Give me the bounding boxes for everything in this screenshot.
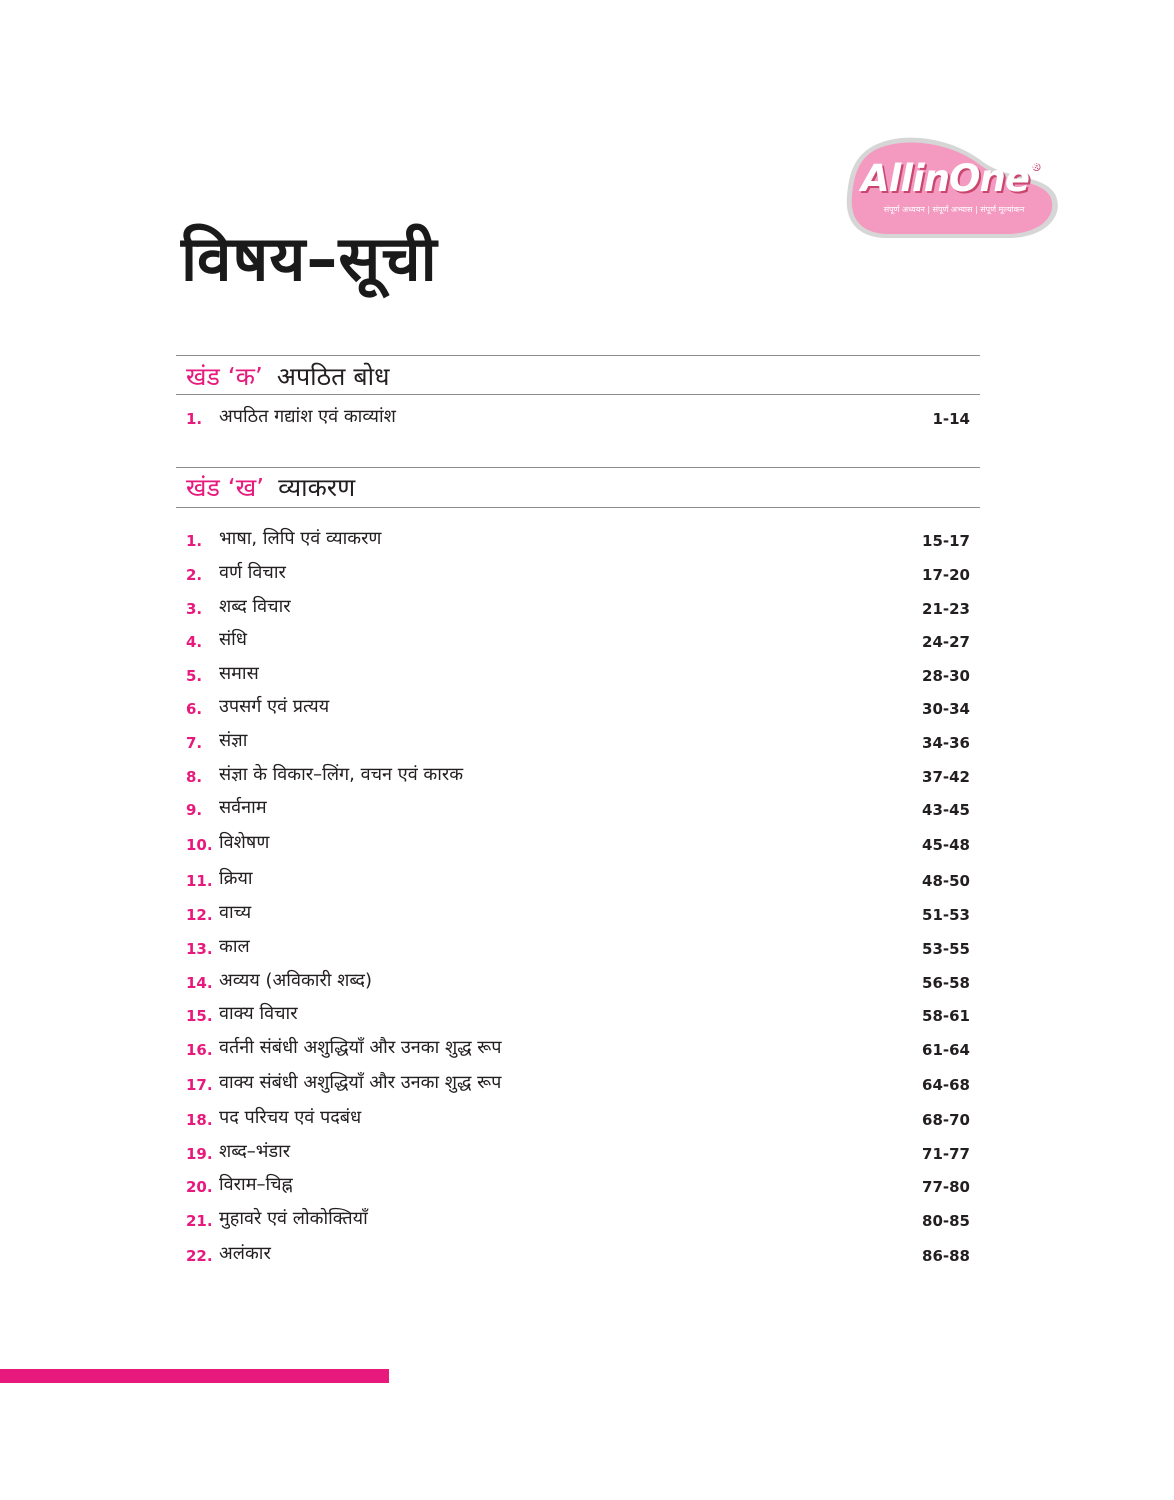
toc-entry: [186, 760, 970, 790]
toc-entry: [186, 999, 970, 1029]
entry-title: शब्द–भंडार: [219, 1141, 291, 1162]
entry-title: अपठित गद्यांश एवं काव्यांश: [219, 406, 396, 427]
section-label: खंड ‘ख’: [186, 473, 265, 502]
entry-number: 19.: [186, 1145, 213, 1163]
entry-title: वर्ण विचार: [219, 562, 286, 583]
entry-pages: 37-42: [922, 768, 970, 786]
entry-title: सर्वनाम: [219, 797, 267, 818]
entry-title: समास: [219, 663, 259, 684]
entry-pages: 17-20: [922, 566, 970, 584]
entry-title: विशेषण: [219, 832, 270, 853]
section-divider-top: [176, 355, 980, 356]
toc-entry: [186, 726, 970, 756]
entry-number: 18.: [186, 1111, 213, 1129]
entry-title: वाच्य: [219, 902, 252, 923]
entry-title: वाक्य संबंधी अशुद्धियाँ और उनका शुद्ध रूप: [219, 1072, 502, 1093]
entry-title: शब्द विचार: [219, 596, 291, 617]
entry-title: संज्ञा: [219, 730, 248, 751]
entry-number: 7.: [186, 734, 203, 752]
toc-entry: [186, 659, 970, 689]
toc-entry: [186, 692, 970, 722]
entry-number: 12.: [186, 906, 213, 924]
entry-pages: 45-48: [922, 836, 970, 854]
page-title: विषय–सूची: [181, 222, 438, 295]
toc-entry: [186, 558, 970, 588]
entry-title: काल: [219, 936, 250, 957]
section-divider-top: [176, 467, 980, 468]
entry-pages: 34-36: [922, 734, 970, 752]
section-heading-a: [186, 360, 390, 394]
toc-entry: [186, 524, 970, 554]
entry-number: 3.: [186, 600, 203, 618]
entry-title: संधि: [219, 629, 247, 650]
brand-logo: [843, 132, 1063, 244]
entry-number: 1.: [186, 532, 203, 550]
entry-title: भाषा, लिपि एवं व्याकरण: [219, 528, 382, 549]
entry-title: उपसर्ग एवं प्रत्यय: [219, 696, 330, 717]
entry-number: 17.: [186, 1076, 213, 1094]
toc-entry: [186, 1137, 970, 1167]
entry-number: 20.: [186, 1178, 213, 1196]
toc-entry: [186, 1068, 970, 1098]
section-name: अपठित बोध: [276, 362, 390, 391]
entry-number: 10.: [186, 836, 213, 854]
toc-entry: [186, 932, 970, 962]
toc-entry: [186, 828, 970, 858]
entry-number: 11.: [186, 872, 213, 890]
brand-tagline: संपूर्ण अध्ययन | संपूर्ण अभ्यास | संपूर्ण मूल्यांकन: [883, 205, 1025, 214]
toc-entry: [186, 793, 970, 823]
entry-number: 5.: [186, 667, 203, 685]
entry-title: संज्ञा के विकार–लिंग, वचन एवं कारक: [219, 764, 464, 785]
toc-entry: [186, 402, 970, 432]
entry-pages: 58-61: [922, 1007, 970, 1025]
entry-number: 4.: [186, 633, 203, 651]
entry-pages: 77-80: [922, 1178, 970, 1196]
entry-number: 8.: [186, 768, 203, 786]
toc-entry: [186, 898, 970, 928]
accent-bar: [0, 1369, 389, 1383]
entry-pages: 1-14: [932, 410, 970, 428]
toc-entry: [186, 592, 970, 622]
entry-number: 2.: [186, 566, 203, 584]
toc-entry: [186, 864, 970, 894]
entry-title: क्रिया: [219, 868, 253, 889]
toc-entry: [186, 1103, 970, 1133]
entry-pages: 28-30: [922, 667, 970, 685]
entry-number: 13.: [186, 940, 213, 958]
entry-number: 21.: [186, 1212, 213, 1230]
entry-number: 1.: [186, 410, 203, 428]
entry-number: 15.: [186, 1007, 213, 1025]
entry-pages: 53-55: [922, 940, 970, 958]
toc-entry: [186, 1239, 970, 1269]
entry-pages: 48-50: [922, 872, 970, 890]
entry-title: अव्यय (अविकारी शब्द): [219, 970, 372, 991]
entry-pages: 24-27: [922, 633, 970, 651]
section-label: खंड ‘क’: [186, 362, 263, 391]
entry-number: 9.: [186, 801, 203, 819]
entry-pages: 30-34: [922, 700, 970, 718]
entry-pages: 64-68: [922, 1076, 970, 1094]
section-name: व्याकरण: [278, 473, 356, 502]
entry-title: वाक्य विचार: [219, 1003, 298, 1024]
entry-number: 16.: [186, 1041, 213, 1059]
entry-pages: 61-64: [922, 1041, 970, 1059]
section-divider-bottom: [176, 507, 980, 508]
toc-entry: [186, 966, 970, 996]
entry-pages: 21-23: [922, 600, 970, 618]
entry-number: 6.: [186, 700, 203, 718]
entry-title: मुहावरे एवं लोकोक्तियाँ: [219, 1208, 368, 1229]
entry-number: 22.: [186, 1247, 213, 1265]
entry-title: विराम–चिह्न: [219, 1174, 293, 1195]
entry-pages: 71-77: [922, 1145, 970, 1163]
entry-pages: 56-58: [922, 974, 970, 992]
toc-entry: [186, 625, 970, 655]
brand-name: AllinOne®: [861, 157, 1039, 200]
entry-number: 14.: [186, 974, 213, 992]
entry-pages: 43-45: [922, 801, 970, 819]
section-divider-bottom: [176, 394, 980, 395]
entry-title: पद परिचय एवं पदबंध: [219, 1107, 362, 1128]
entry-title: वर्तनी संबंधी अशुद्धियाँ और उनका शुद्ध रूप: [219, 1037, 502, 1058]
entry-pages: 86-88: [922, 1247, 970, 1265]
toc-entry: [186, 1170, 970, 1200]
entry-pages: 51-53: [922, 906, 970, 924]
entry-title: अलंकार: [219, 1243, 271, 1264]
entry-pages: 68-70: [922, 1111, 970, 1129]
toc-entry: [186, 1204, 970, 1234]
entry-pages: 15-17: [922, 532, 970, 550]
section-heading-b: [186, 471, 355, 505]
toc-entry: [186, 1033, 970, 1063]
entry-pages: 80-85: [922, 1212, 970, 1230]
